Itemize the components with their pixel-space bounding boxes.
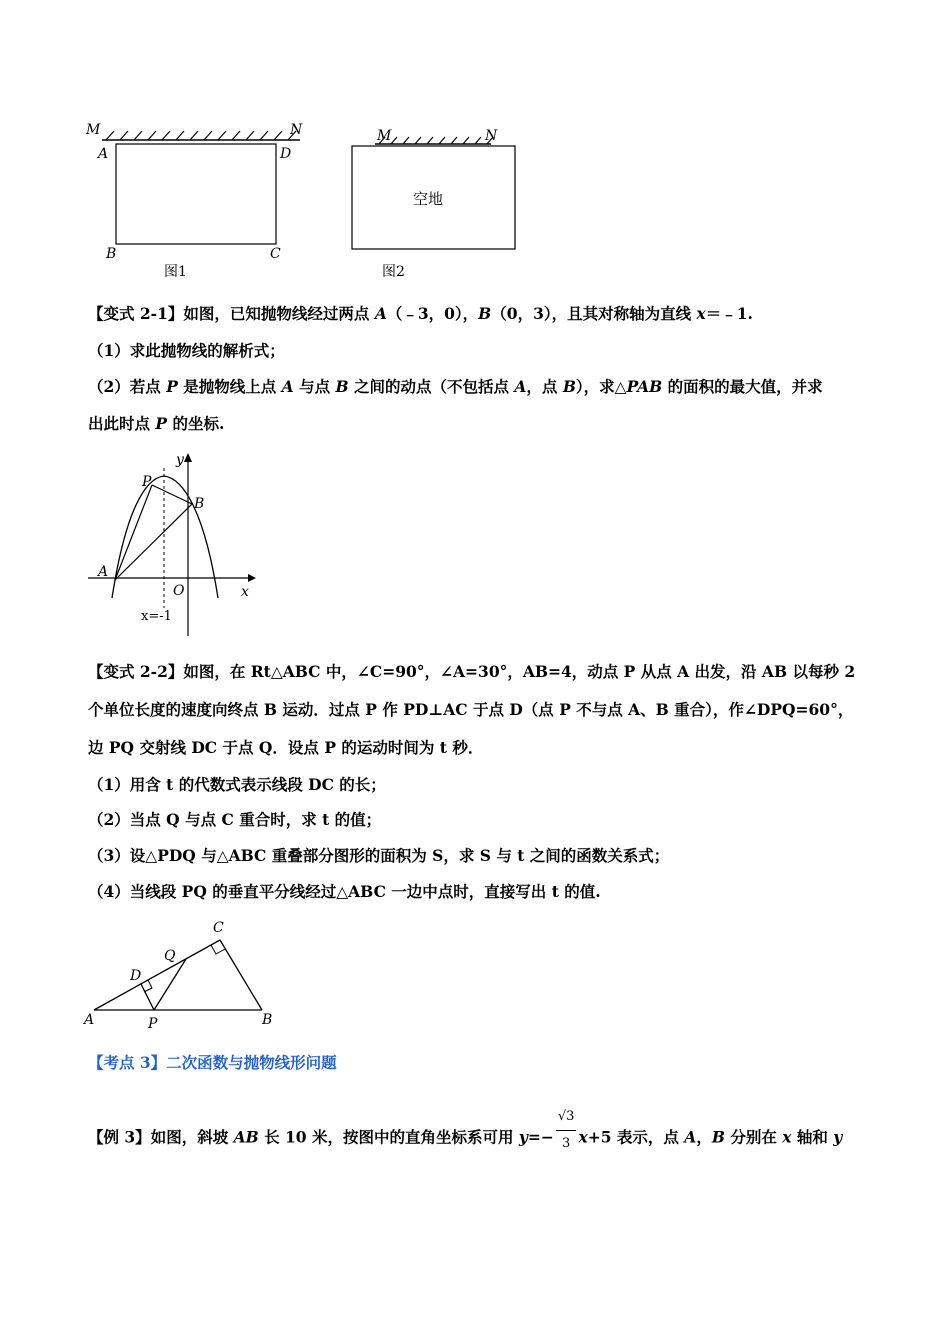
point-A-label: A — [98, 564, 109, 580]
variant-2-2-tag: 【变式 2-2】 — [88, 662, 184, 681]
figure-1-caption: 图1 — [164, 264, 187, 280]
point-P-label: P — [142, 474, 152, 490]
open-land-label: 空地 — [413, 190, 444, 208]
figure-2-open-land — [345, 118, 525, 288]
label-M: M — [377, 128, 392, 144]
key-point-3-heading: 【考点 3】二次函数与抛物线形问题 — [88, 1053, 337, 1072]
variant-2-2-question-1: （1）用含 t 的代数式表示线段 DC 的长； — [88, 775, 386, 794]
label-A: A — [84, 1012, 95, 1028]
variant-2-2-question-3: （3）设△PDQ 与△ABC 重叠部分图形的面积为 S，求 S 与 t 之间的函数关系式； — [88, 846, 670, 865]
example-3-line-1: 【例 3】如图，斜坡 AB 长 10 米，按图中的直角坐标系可用 y=− $\frac{√3}{3}$ x+5 表示，点 A，B 分别在 x 轴和 y — [88, 1112, 842, 1165]
label-Q: Q — [164, 948, 176, 964]
y-axis-label: y — [176, 452, 184, 468]
figure-2-caption: 图2 — [382, 264, 405, 280]
variant-2-2-line-2: 个单位长度的速度向终点 B 运动．过点 P 作 PD⊥AC 于点 D（点 P 不与点 A、B 重合），作∠DPQ=60°， — [88, 700, 854, 719]
triangle-figure — [82, 912, 292, 1032]
parabola-graph — [86, 448, 266, 648]
label-B: B — [262, 1012, 273, 1028]
figure-1-wall-rectangle — [82, 118, 322, 288]
label-B: B — [106, 246, 117, 262]
label-A: A — [98, 146, 109, 162]
variant-2-2-question-4: （4）当线段 PQ 的垂直平分线经过△ABC 一边中点时，直接写出 t 的值. — [88, 882, 601, 901]
label-P: P — [148, 1016, 158, 1032]
label-D: D — [280, 146, 292, 162]
variant-2-1-question-2-cont: 出此时点 P 的坐标. — [88, 414, 225, 433]
variant-2-2-question-2: （2）当点 Q 与点 C 重合时，求 t 的值； — [88, 810, 382, 829]
variant-2-1-line-1: 【变式 2-1】如图，已知抛物线经过两点 A（﹣3，0），B（0，3），且其对称轴为直线 x＝﹣1. — [88, 304, 753, 323]
label-M: M — [86, 122, 101, 138]
example-3-tag: 【例 3】 — [88, 1127, 151, 1147]
variant-2-2-line-3: 边 PQ 交射线 DC 于点 Q．设点 P 的运动时间为 t 秒． — [88, 738, 484, 757]
point-B-label: B — [194, 496, 205, 512]
variant-2-1-question-2: （2）若点 P 是抛物线上点 A 与点 B 之间的动点（不包括点 A，点 B），求△PAB 的面积的最大值，并求 — [88, 377, 823, 396]
origin-label: O — [173, 583, 185, 599]
variant-2-1-tag: 【变式 2-1】 — [88, 304, 184, 323]
variant-2-2-line-1: 【变式 2-2】如图，在 Rt△ABC 中，∠C=90°，∠A=30°，AB=4，动点 P 从点 A 出发，沿 AB 以每秒 2 — [88, 662, 856, 681]
sqrt3-over-3-fraction: $\frac{√3}{3}$ — [556, 1104, 577, 1157]
variant-2-1-question-1: （1）求此抛物线的解析式； — [88, 341, 285, 360]
label-D: D — [130, 968, 142, 984]
symmetry-axis-label: x=-1 — [141, 609, 172, 624]
x-axis-label: x — [241, 584, 249, 600]
label-C: C — [270, 246, 281, 262]
label-N: N — [485, 128, 498, 144]
label-N: N — [290, 122, 303, 138]
label-C: C — [213, 920, 224, 936]
